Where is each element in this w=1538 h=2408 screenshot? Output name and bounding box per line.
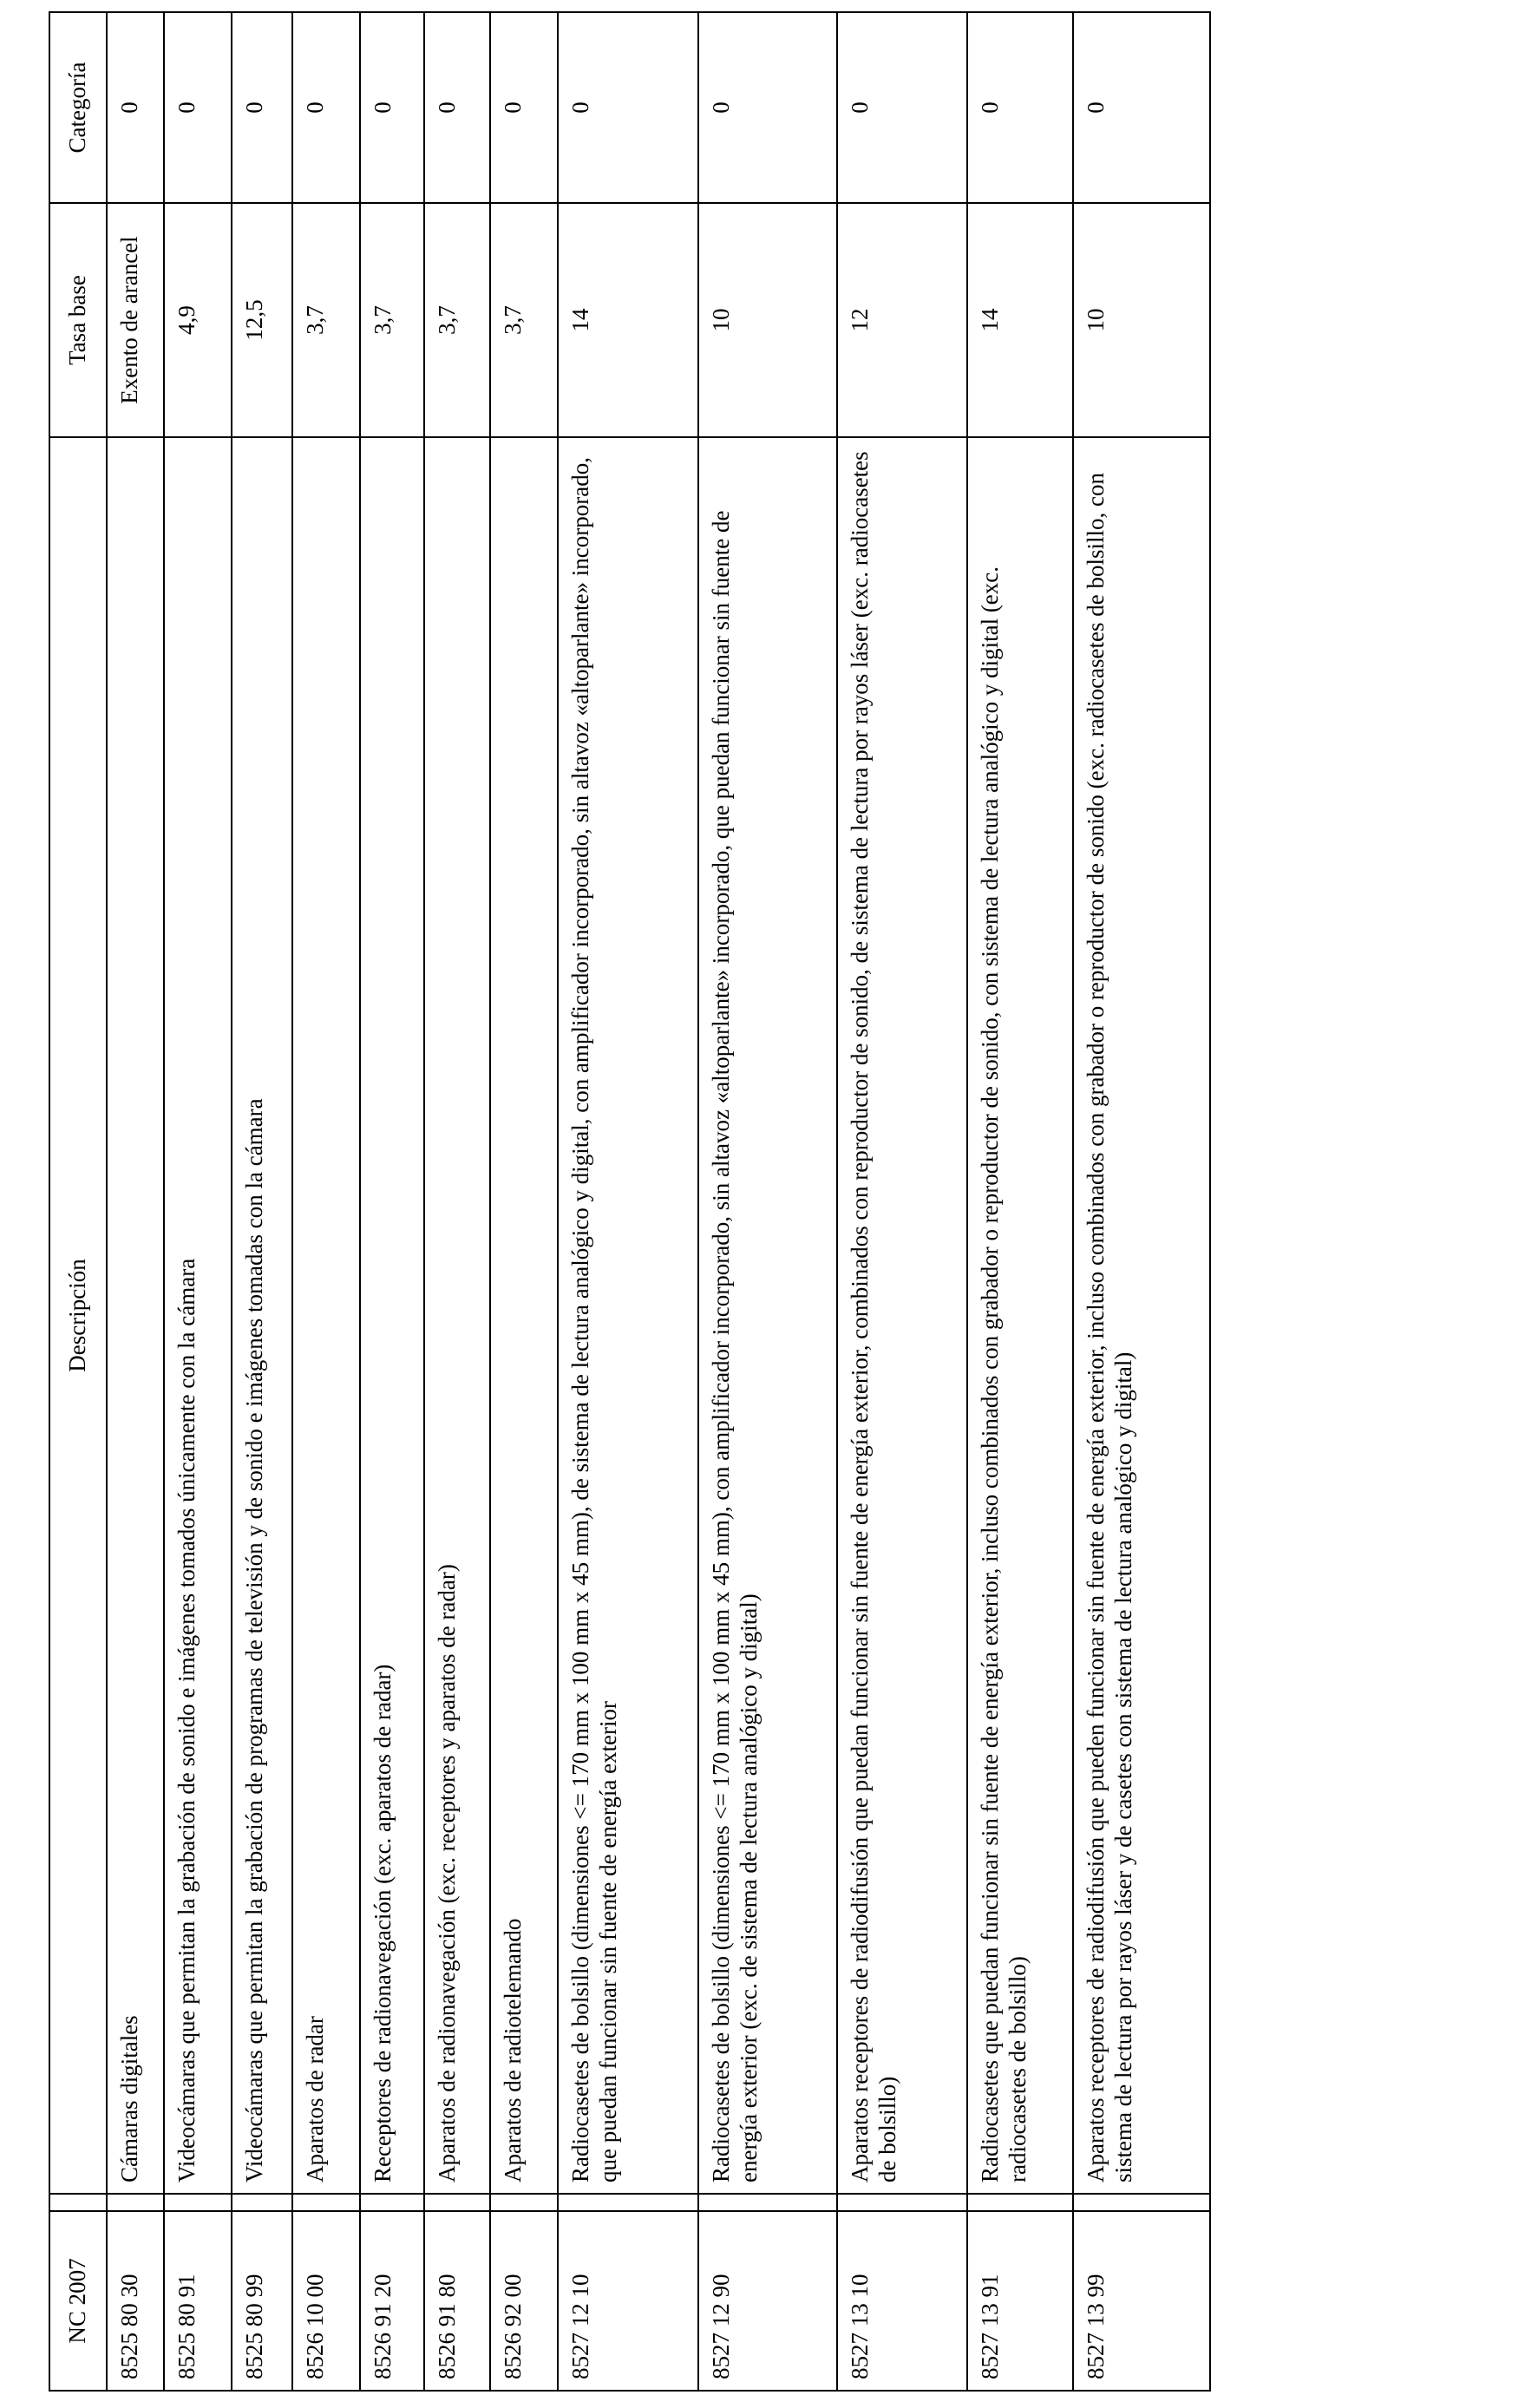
blank-cell [292,2194,360,2211]
category-cell: 0 [490,12,558,203]
rate-cell: Exento de arancel [107,203,164,437]
blank-cell [164,2194,232,2211]
category-cell: 0 [164,12,232,203]
code-cell: 8527 13 99 [1073,2211,1210,2391]
table-row [698,12,837,2391]
blank-cell [232,2194,292,2211]
table-row [967,12,1073,2391]
description-cell: Videocámaras que permitan la grabación de programas de televisión y de sonido e imágenes tomadas con la cámara [232,437,292,2194]
table-row [1073,12,1210,2391]
code-cell: 8527 12 90 [698,2211,837,2391]
blank-cell [698,2194,837,2211]
blank-cell [967,2194,1073,2211]
header-row [49,12,107,2391]
table-row [292,12,360,2391]
table-row [232,12,292,2391]
category-cell: 0 [292,12,360,203]
header-category: Categoría [49,12,107,203]
category-cell: 0 [967,12,1073,203]
description-cell: Aparatos de radionavegación (exc. receptores y aparatos de radar) [424,437,490,2194]
description-cell: Aparatos de radiotelemando [490,437,558,2194]
rate-cell: 3,7 [424,203,490,437]
category-cell: 0 [558,12,698,203]
blank-cell [1073,2194,1210,2211]
code-cell: 8527 13 10 [837,2211,967,2391]
category-cell: 0 [424,12,490,203]
rate-cell: 10 [1073,203,1210,437]
table-row [837,12,967,2391]
category-cell: 0 [107,12,164,203]
code-cell: 8525 80 30 [107,2211,164,2391]
blank-cell [558,2194,698,2211]
description-cell: Receptores de radionavegación (exc. aparatos de radar) [360,437,424,2194]
rate-cell: 3,7 [360,203,424,437]
description-cell: Radiocasetes de bolsillo (dimensiones <= 170 mm x 100 mm x 45 mm), de sistema de lectura analógico y digital, con amplificador incorporado, sin altavoz «altoparlante» incorporado, que puedan funcionar sin fuente de energía exterior [558,437,698,2194]
tariff-table [49,11,1211,2392]
rate-cell: 10 [698,203,837,437]
table-row [490,12,558,2391]
blank-cell [424,2194,490,2211]
code-cell: 8527 13 91 [967,2211,1073,2391]
description-cell: Videocámaras que permitan la grabación de sonido e imágenes tomados únicamente con la cámara [164,437,232,2194]
category-cell: 0 [1073,12,1210,203]
description-cell: Radiocasetes que puedan funcionar sin fuente de energía exterior, incluso combinados con grabador o reproductor de sonido, con sistema de lectura analógico y digital (exc. radiocasetes de bolsillo) [967,437,1073,2194]
rate-cell: 12 [837,203,967,437]
description-cell: Cámaras digitales [107,437,164,2194]
rotated-page [49,13,1136,2392]
rate-cell: 14 [967,203,1073,437]
code-cell: 8527 12 10 [558,2211,698,2391]
code-cell: 8526 92 00 [490,2211,558,2391]
rate-cell: 3,7 [292,203,360,437]
header-blank [49,2194,107,2211]
blank-cell [490,2194,558,2211]
table-row [164,12,232,2391]
rate-cell: 14 [558,203,698,437]
code-cell: 8525 80 91 [164,2211,232,2391]
header-rate: Tasa base [49,203,107,437]
description-cell: Aparatos de radar [292,437,360,2194]
blank-cell [107,2194,164,2211]
table-row [558,12,698,2391]
category-cell: 0 [360,12,424,203]
rate-cell: 3,7 [490,203,558,437]
category-cell: 0 [698,12,837,203]
category-cell: 0 [232,12,292,203]
code-cell: 8526 91 20 [360,2211,424,2391]
blank-cell [360,2194,424,2211]
table-row [424,12,490,2391]
rate-cell: 4,9 [164,203,232,437]
blank-cell [837,2194,967,2211]
description-cell: Aparatos receptores de radiodifusión que pueden funcionar sin fuente de energía exterior, incluso combinados con grabador o reproductor de sonido (exc. radiocasetes de bolsillo, con sistema de lectura por rayos láser y de casetes con sistema de lectura analógico y digital) [1073,437,1210,2194]
category-cell: 0 [837,12,967,203]
rate-cell: 12,5 [232,203,292,437]
header-code: NC 2007 [49,2211,107,2391]
description-cell: Radiocasetes de bolsillo (dimensiones <= 170 mm x 100 mm x 45 mm), con amplificador incorporado, sin altavoz «altoparlante» incorporado, que puedan funcionar sin fuente de energía exterior (exc. de sistema de lectura analógico y digital) [698,437,837,2194]
code-cell: 8525 80 99 [232,2211,292,2391]
description-cell: Aparatos receptores de radiodifusión que puedan funcionar sin fuente de energía exterior, combinados con reproductor de sonido, de sistema de lectura por rayos láser (exc. radiocasetes de bolsillo) [837,437,967,2194]
table-row [107,12,164,2391]
code-cell: 8526 91 80 [424,2211,490,2391]
table-row [360,12,424,2391]
code-cell: 8526 10 00 [292,2211,360,2391]
header-description: Descripción [49,437,107,2194]
